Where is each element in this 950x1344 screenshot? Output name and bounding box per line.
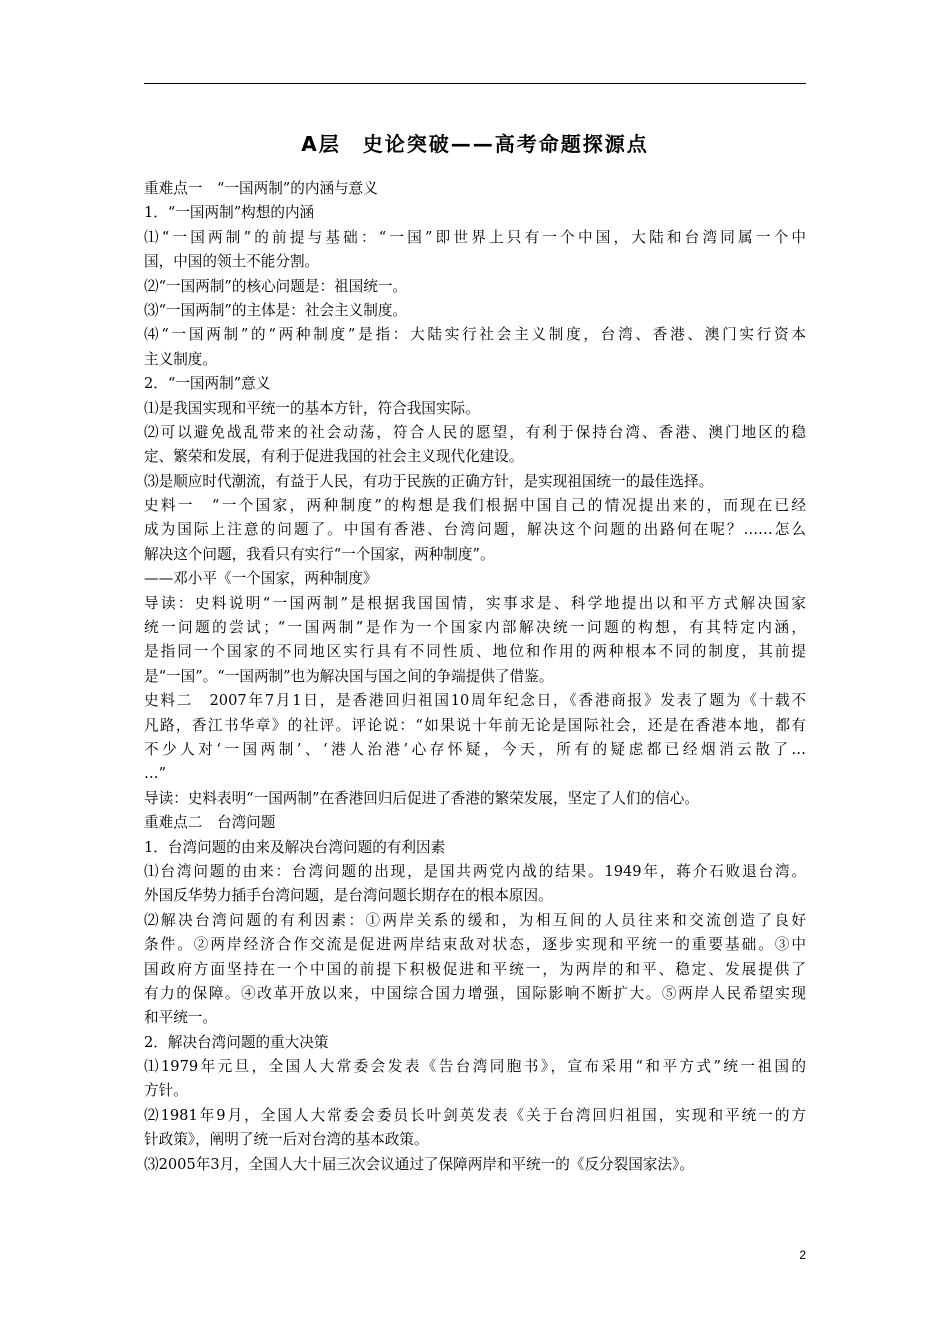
source-text-line: 凡路，香江书华章》的社评。评论说：“如果说十年前无论是国际社会，还是在香港本地，都有 [144,716,806,734]
paragraph-line: 外国反华势力插手台湾问题，是台湾问题长期存在的根本原因。 [144,887,553,905]
subheading: 2．解决台湾问题的重大决策 [144,1033,329,1051]
subheading: 1．台湾问题的由来及解决台湾问题的有利因素 [144,838,446,856]
commentary-line: 是“一国”。“一国两制”也为解决国与国之间的争端提供了借鉴。 [144,667,554,685]
paragraph-line: ⑶是顺应时代潮流，有益于人民，有功于民族的正确方针，是实现祖国统一的最佳选择。 [144,472,714,490]
commentary-line: 导读：史料表明“一国两制”在香港回归后促进了香港的繁荣发展，坚定了人们的信心。 [144,789,699,807]
paragraph-line: ⑵1981年9月，全国人大常委会委员长叶剑英发表《关于台湾回归祖国，实现和平统一的方 [144,1106,806,1124]
paragraph-line: 国政府方面坚持在一个中国的前提下积极促进和平统一，为两岸的和平、稳定、发展提供了 [144,960,806,978]
subheading: 2．“一国两制”意义 [144,375,271,393]
paragraph-line: ⑵解决台湾问题的有利因素：①两岸关系的缓和，为相互间的人员往来和交流创造了良好 [144,911,806,929]
source-text-line: 史料一 “一个国家，两种制度”的构想是我们根据中国自己的情况提出来的，而现在已经 [144,497,806,515]
commentary-line: 导读：史料说明“一国两制”是根据我国国情，实事求是、科学地提出以和平方式解决国家 [144,594,806,612]
paragraph-line: 定、繁荣和发展，有利于促进我国的社会主义现代化建设。 [144,448,524,466]
paragraph-line: ⑴“一国两制”的前提与基础：“一国”即世界上只有一个中国，大陆和台湾同属一个中 [144,228,806,246]
source-text-line: 不少人对‘一国两制’、‘港人治港’心存怀疑，今天，所有的疑虑都已经烟消云散了… [144,740,806,758]
page-number: 2 [799,1248,806,1262]
source-text-line: 史料二 2007年7月1日，是香港回归祖国10周年纪念日，《香港商报》发表了题为《十载不 [144,692,806,710]
source-attribution: ——邓小平《一个国家，两种制度》 [144,570,378,588]
document-body [144,177,806,1177]
paragraph-line: 针政策》，阐明了统一后对台湾的基本政策。 [144,1131,429,1149]
paragraph-line: ⑴台湾问题的由来：台湾问题的出现，是国共两党内战的结果。1949年，蒋介石败退台湾。 [144,862,806,880]
subheading: 1．“一国两制”构想的内涵 [144,204,315,222]
paragraph-line: ⑵“一国两制”的核心问题是：祖国统一。 [144,277,408,295]
section-heading-1: 重难点一 “一国两制”的内涵与意义 [144,180,378,197]
source-text-line: 解决这个问题，我看只有实行“一个国家，两种制度”。 [144,545,495,563]
paragraph-line: ⑶“一国两制”的主体是：社会主义制度。 [144,301,408,319]
header-rule [144,83,806,84]
commentary-line: 统一问题的尝试；“一国两制”是作为一个国家内部解决统一问题的构想，有其特定内涵， [144,619,806,637]
paragraph-line: 方针。 [144,1082,188,1100]
paragraph-line: ⑶2005年3月，全国人大十届三次会议通过了保障两岸和平统一的《反分裂国家法》。 [144,1155,694,1173]
paragraph-line: ⑷“一国两制”的“两种制度”是指：大陆实行社会主义制度，台湾、香港、澳门实行资本 [144,326,806,344]
paragraph-line: 条件。②两岸经济合作交流是促进两岸结束敌对状态，逐步实现和平统一的重要基础。③中 [144,936,806,954]
page-title: A层 史论突破——高考命题探源点 [301,132,649,156]
source-text-line: …” [144,765,167,783]
paragraph-line: 和平统一。 [144,1009,217,1027]
commentary-line: 是指同一个国家的不同地区实行具有不同性质、地位和作用的两种根本不同的制度，其前提 [144,643,806,661]
source-text-line: 成为国际上注意的问题了。中国有香港、台湾问题，解决这个问题的出路何在呢？……怎么 [144,521,806,539]
paragraph-line: ⑴1979年元旦，全国人大常委会发表《告台湾同胞书》，宣布采用“和平方式”统一祖国的 [144,1058,806,1076]
paragraph-line: 有力的保障。④改革开放以来，中国综合国力增强，国际影响不断扩大。⑤两岸人民希望实现 [144,984,806,1002]
paragraph-line: ⑴是我国实现和平统一的基本方针，符合我国实际。 [144,399,480,417]
paragraph-line: ⑵可以避免战乱带来的社会动荡，符合人民的愿望，有利于保持台湾、香港、澳门地区的稳 [144,423,806,441]
section-heading-2: 重难点二 台湾问题 [144,814,276,832]
paragraph-line: 主义制度。 [144,350,217,368]
paragraph-line: 国，中国的领土不能分割。 [144,253,320,271]
